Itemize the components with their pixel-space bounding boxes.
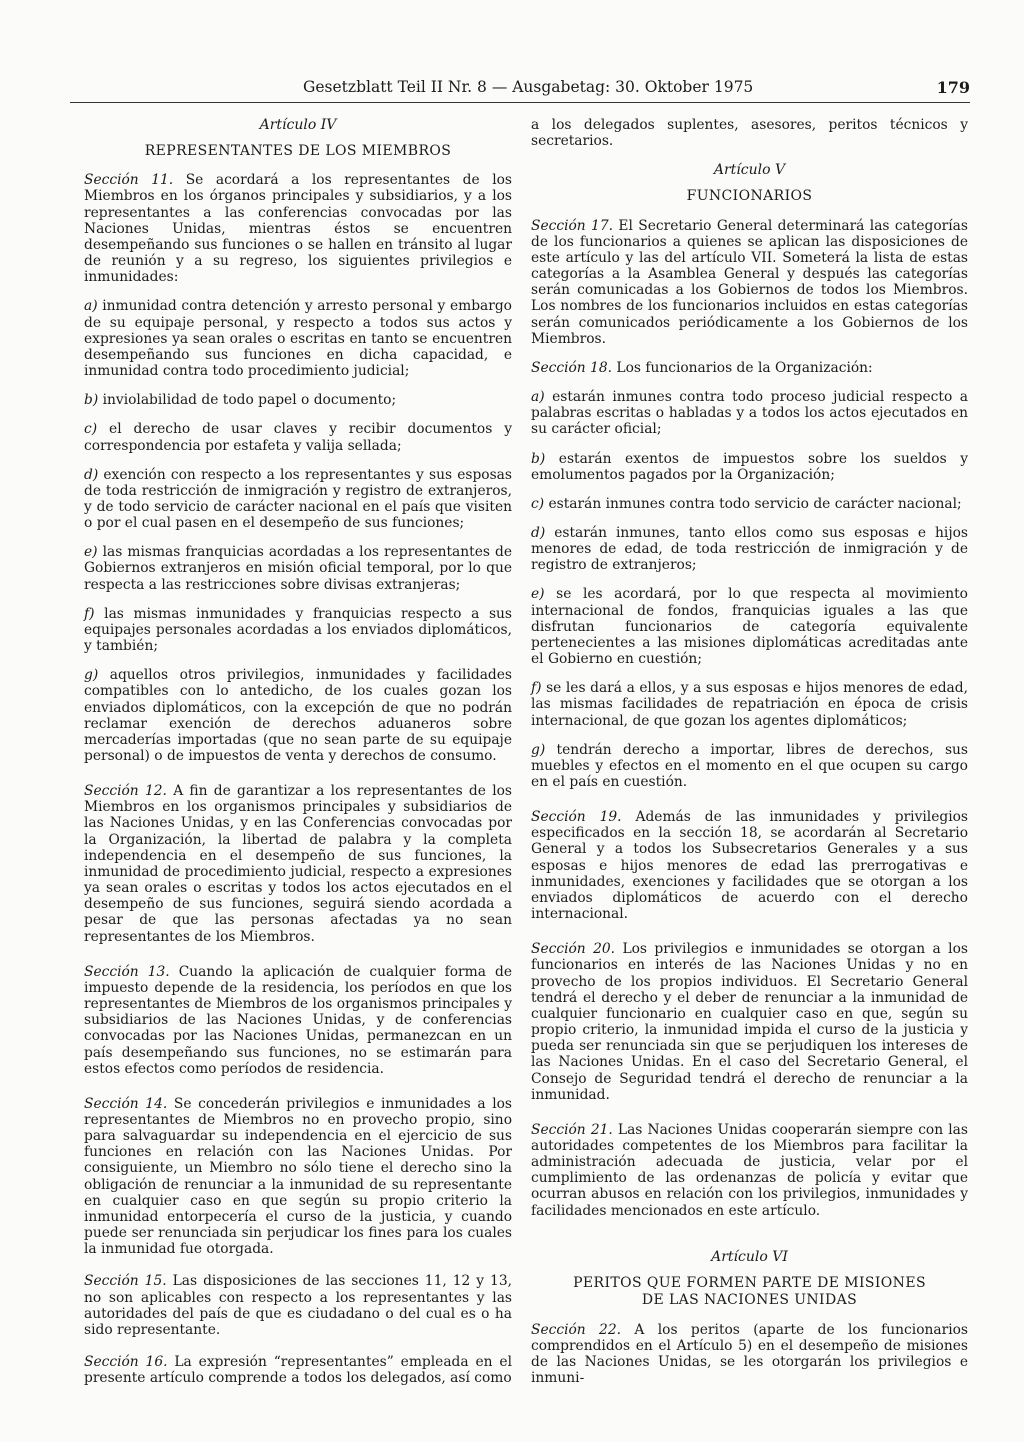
article-6-title-line-2: DE LAS NACIONES UNIDAS xyxy=(641,1291,858,1308)
item-text: exención con respecto a los representantes y sus esposas de toda restricción de inmigración y registro de extranjeros, y de todo servicio de carácter nacional en el país que visiten o por el cual pasen en el desempeño de sus funciones; xyxy=(84,466,512,532)
item-g xyxy=(84,667,512,764)
section-text: Se concederán privilegios e inmunidades a los representantes de Miembros no en provecho propio, sino para salvaguardar su independencia en el ejercicio de sus funciones en relación con las Naciones Unidas. Por consiguiente, un Miembro no sólo tiene el derecho sino la obligación de renunciar a la inmunidad de su representante en cualquier caso en que según su propio criterio la inmunidad entorpecería el curso de la justicia, y cuando puede ser renunciada sin perjudicar los fines para los cuales la inmunidad fue otorgada. xyxy=(84,1095,512,1258)
item-f xyxy=(531,680,968,728)
section-text: Se acordará a los representantes de los Miembros en los órganos principales y subsidiarios, y a los representantes a las conferencias convocadas por las Naciones Unidas, mientras éstos se encuentren desempeñando sus funciones o se hallen en tránsito al lugar de reunión y a su regreso, los siguientes privilegios e inmunidades: xyxy=(84,172,512,286)
section-20 xyxy=(531,941,968,1103)
item-label: d) xyxy=(531,524,546,541)
section-21 xyxy=(531,1122,968,1219)
page-number: 179 xyxy=(936,78,970,97)
item-a xyxy=(531,389,968,437)
section-text: Las disposiciones de las secciones 11, 12 y 13, no son aplicables con respecto a los representantes y las autoridades del país de que es ciudadano o del cual es o ha sido representante. xyxy=(84,1273,512,1338)
item-label: f) xyxy=(84,605,95,622)
item-d xyxy=(84,467,512,532)
item-e xyxy=(84,544,512,592)
item-g xyxy=(531,742,968,790)
section-16 xyxy=(84,1354,512,1386)
section-text: Cuando la aplicación de cualquier forma de impuesto depende de la residencia, los períodos en que los representantes de Miembros de los organismos principales y subsidiarios de las Naciones Unidas, y de conferencias convocadas por las Naciones Unidas, permanezcan en un país desempeñando sus funciones, no se estimarán para estos efectos como períodos de residencia. xyxy=(84,963,512,1077)
left-column xyxy=(84,117,512,1399)
item-c xyxy=(531,496,968,512)
article-5-title: FUNCIONARIOS xyxy=(686,188,813,205)
item-label: c) xyxy=(84,421,98,438)
item-b xyxy=(84,392,512,408)
article-4-heading: Artículo IV xyxy=(259,117,337,133)
item-text: se les acordará, por lo que respecta al movimiento internacional de fondos, franquicias iguales a las que disfrutan funcionarios de categoría equivalente pertenecientes a las misiones diplomáticas acreditadas ante el Gobierno en cuestión; xyxy=(531,586,968,668)
section-text: A los peritos (aparte de los funcionarios comprendidos en el Artículo 5) en el desempeño de misiones de las Naciones Unidas, se les otorgarán los privilegios e inmuni- xyxy=(531,1321,969,1387)
item-text: aquellos otros privilegios, inmunidades y facilidades compatibles con lo antedicho, de los cuales gozan los enviados diplomáticos, con la excepción de que no podrán reclamar exención de derechos aduaneros sobre mercaderías importadas (que no sean parte de su equipaje personal) o de impuestos de venta y derechos de consumo. xyxy=(84,667,512,764)
article-4-title: REPRESENTANTES DE LOS MIEMBROS xyxy=(144,143,452,160)
section-14 xyxy=(84,1096,512,1258)
section-22 xyxy=(531,1322,968,1387)
section-label: Sección 16. xyxy=(84,1354,168,1370)
item-text: se les dará a ellos, y a sus esposas e hijos menores de edad, las mismas facilidades de repatriación en época de crisis internacional, de que gozan los agentes diplomáticos; xyxy=(531,680,968,729)
item-label: d) xyxy=(84,466,99,483)
section-label: Sección 17. xyxy=(531,217,613,234)
section-18 xyxy=(531,360,968,376)
item-text: las mismas inmunidades y franquicias respecto a sus equipajes personales acordadas a los enviados diplomáticos, y también; xyxy=(84,605,512,655)
item-label: f) xyxy=(531,680,542,697)
item-text: inviolabilidad de todo papel o documento; xyxy=(102,392,397,409)
article-5-heading: Artículo V xyxy=(713,162,786,179)
section-12 xyxy=(84,783,512,945)
article-6-heading: Artículo VI xyxy=(711,1248,788,1265)
item-text: estarán inmunes, tanto ellos como sus esposas e hijos menores de edad, de toda restricción de inmigración y de registro de extranjeros; xyxy=(531,524,969,574)
item-label: a) xyxy=(84,298,98,315)
section-label: Sección 15. xyxy=(84,1273,167,1290)
section-11 xyxy=(84,172,512,285)
continuation-text: a los delegados suplentes, asesores, peritos técnicos y secretarios. xyxy=(531,117,968,150)
item-label: b) xyxy=(84,392,99,409)
item-text: estarán exentos de impuestos sobre los sueldos y emolumentos pagados por la Organización; xyxy=(531,450,969,483)
section-label: Sección 11. xyxy=(84,172,174,189)
item-f xyxy=(84,606,512,654)
item-label: g) xyxy=(84,667,99,684)
section-label: Sección 18. xyxy=(531,359,613,376)
section-text: Las Naciones Unidas cooperarán siempre con las autoridades competentes de los Miembros para facilitar la administración adecuada de justicia, velar por el cumplimiento de las ordenanzas de policía y evitar que ocurran abusos en relación con los privilegios, inmunidades y facilidades mencionados en este artículo. xyxy=(531,1121,968,1219)
section-text: A fin de garantizar a los representantes de los Miembros en los organismos principales y subsidiarios de las Naciones Unidas, y en las Conferencias convocadas por la Organización, la libertad de palabra y la completa independencia en el desempeño de sus funciones, la inmunidad de procedimiento judicial, respecto a expresiones ya sean orales o escritas y todos los actos ejecutados en el desempeño de sus funciones, seguirá siendo acordada a pesar de que las personas afectadas ya no sean representantes de los Miembros. xyxy=(84,783,512,945)
item-text: estarán inmunes contra todo servicio de carácter nacional; xyxy=(548,495,962,512)
item-c xyxy=(84,421,512,453)
section-text: Los privilegios e inmunidades se otorgan a los funcionarios en interés de las Naciones Unidas y no en provecho de los propios individuos. El Secretario General tendrá el derecho y el deber de renunciar a la inmunidad de cualquier funcionario en cualquier caso en que, según su propio criterio, la inmunidad impida el curso de la justicia y pueda ser renunciada sin que se perjudiquen los intereses de las Naciones Unidas. En el caso del Secretario General, el Consejo de Seguridad tendrá el derecho de renunciar a la inmunidad. xyxy=(531,941,968,1103)
right-column xyxy=(531,117,968,1400)
item-e xyxy=(531,586,968,667)
article-6-title xyxy=(531,1275,968,1309)
section-label: Sección 20. xyxy=(531,941,616,958)
item-label: c) xyxy=(531,495,545,512)
item-a xyxy=(84,298,512,379)
section-label: Sección 21. xyxy=(531,1121,613,1138)
item-label: e) xyxy=(531,586,545,603)
article-6-title-line-1: PERITOS QUE FORMEN PARTE DE MISIONES xyxy=(573,1274,926,1291)
page-header xyxy=(70,78,970,103)
section-label: Sección 19. xyxy=(531,809,622,826)
item-text: tendrán derecho a importar, libres de derechos, sus muebles y efectos en el momento en el que ocupen su cargo en el país en cuestión. xyxy=(531,741,968,790)
section-label: Sección 14. xyxy=(84,1095,168,1112)
section-15 xyxy=(84,1273,512,1338)
item-text: estarán inmunes contra todo proceso judicial respecto a palabras escritas o habladas y a todos los actos ejecutados en su carácter oficial; xyxy=(531,389,969,438)
section-text: Además de las inmunidades y privilegios especificados en la sección 18, se acordarán al Secretario General y a todos los Subsecretarios Generales y a sus esposas e hijos menores de edad las prerrogativas e inmunidades, exenciones y facilidades que se otorgan a los enviados diplomáticos de acuerdo con el derecho internacional. xyxy=(531,809,968,923)
item-text: las mismas franquicias acordadas a los representantes de Gobiernos extranjeros en misión oficial temporal, por lo que respecta a las restricciones sobre divisas extranjeras; xyxy=(84,544,512,593)
item-text: inmunidad contra detención y arresto personal y embargo de su equipaje personal, y respecto a todos sus actos y expresiones ya sean orales o escritas en tanto se encuentren desempeñando sus funciones en dicha capacidad, e inmunidad contra todo procedimiento judicial; xyxy=(84,298,512,380)
section-text: Los funcionarios de la Organización: xyxy=(616,359,873,376)
item-label: b) xyxy=(531,450,546,467)
section-13 xyxy=(84,964,512,1077)
section-17 xyxy=(531,218,968,347)
section-text: El Secretario General determinará las categorías de los funcionarios a quienes se aplican las disposiciones de este artículo y las del artículo VII. Someterá la lista de estas categorías a la Asamblea General y después las categorías serán comunicadas a los Gobiernos de todos los Miembros. Los nombres de los funcionarios incluidos en estas categorías serán comunicados periódicamente a los Gobiernos de los Miembros. xyxy=(531,217,968,347)
item-d xyxy=(531,525,968,573)
section-label: Sección 12. xyxy=(84,783,167,800)
item-text: el derecho de usar claves y recibir documentos y correspondencia por estafeta y valija sellada; xyxy=(84,421,512,454)
section-label: Sección 13. xyxy=(84,963,170,980)
item-label: e) xyxy=(84,544,98,561)
item-label: a) xyxy=(531,389,545,406)
section-text: La expresión “representantes” empleada en el presente artículo comprende a todos los delegados, así como xyxy=(84,1354,512,1387)
section-19 xyxy=(531,809,968,922)
item-label: g) xyxy=(531,741,546,758)
header-title: Gesetzblatt Teil II Nr. 8 — Ausgabetag: 30. Oktober 1975 xyxy=(303,78,754,96)
section-label: Sección 22. xyxy=(531,1321,622,1338)
item-b xyxy=(531,451,968,483)
